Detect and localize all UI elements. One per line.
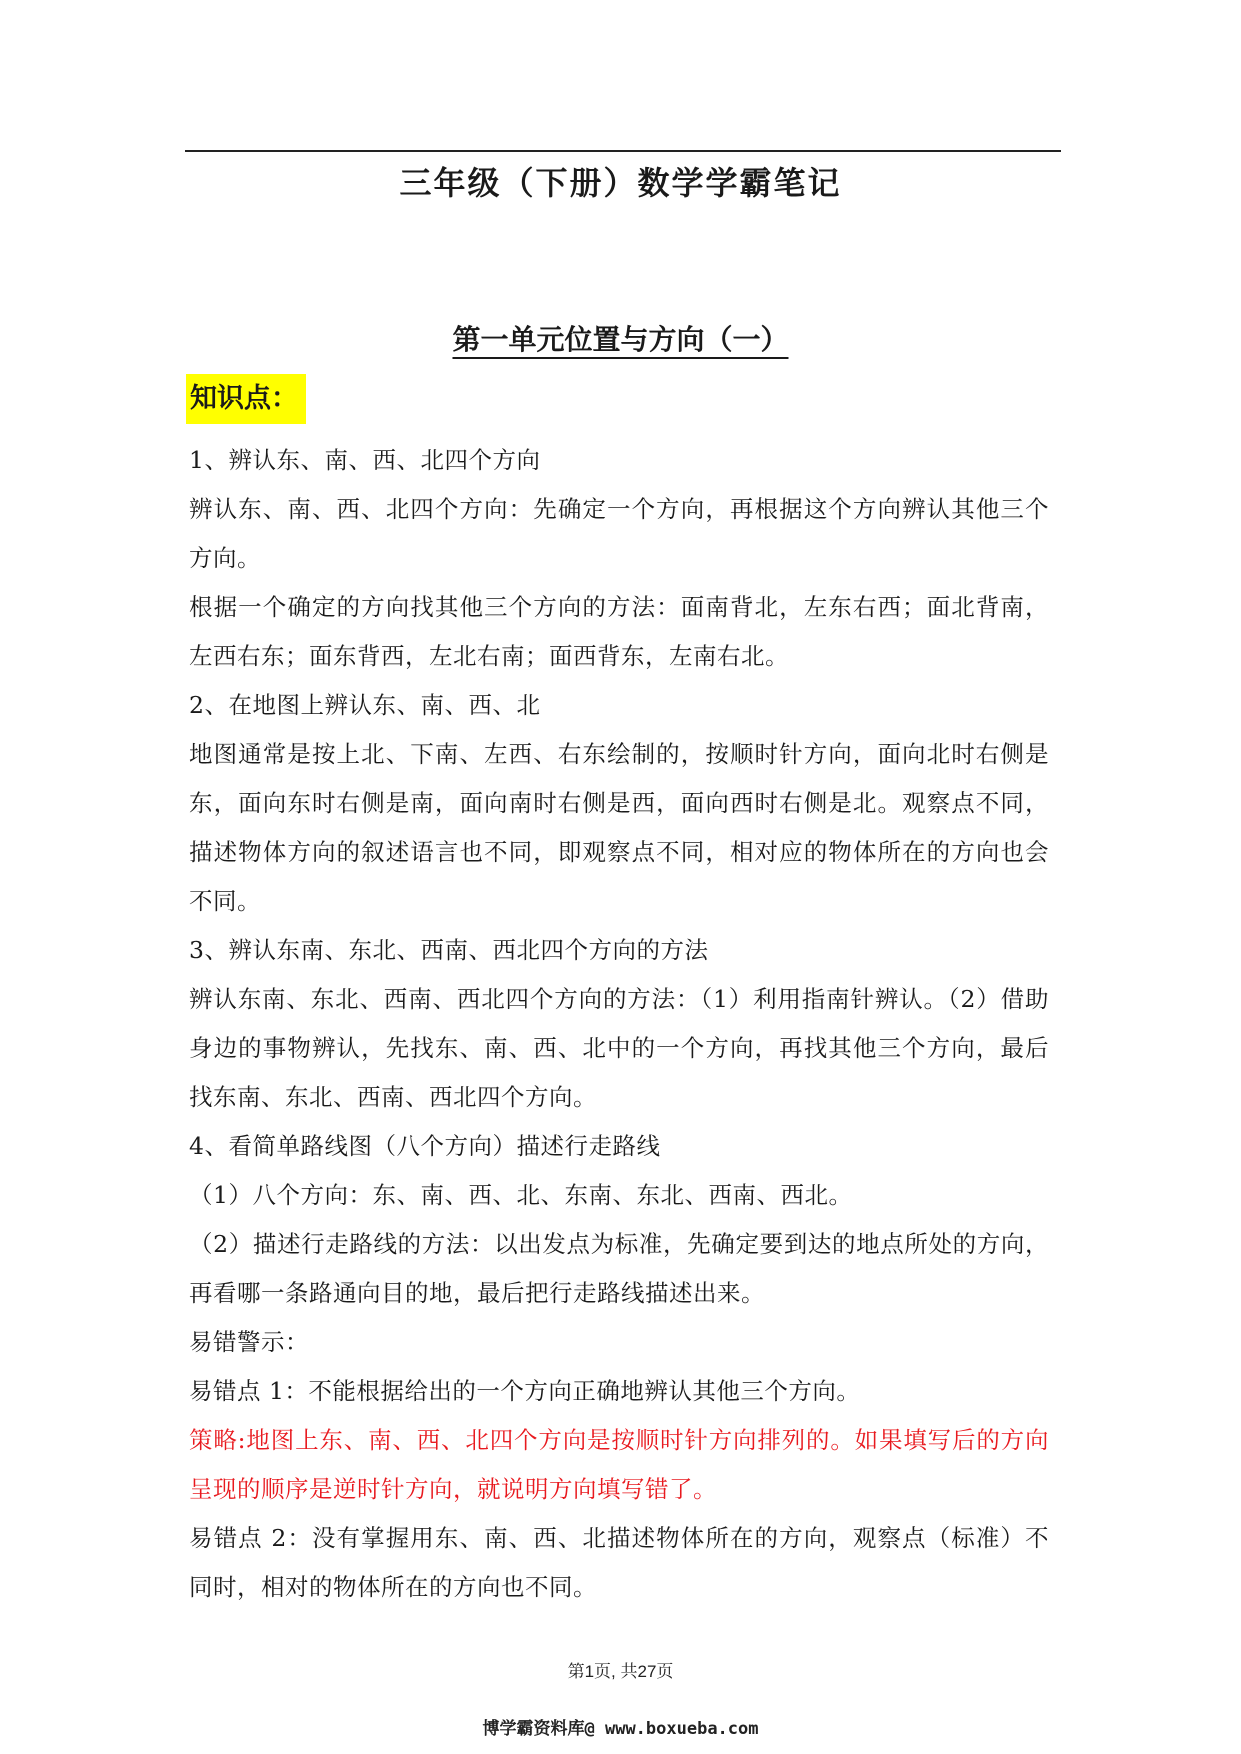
paragraph: （2）描述行走路线的方法：以出发点为标准，先确定要到达的地点所处的方向，再看哪一条路通向目的地，最后把行走路线描述出来。 [189,1230,1049,1307]
section-heading-4: 4、看简单路线图（八个方向）描述行走路线 [189,1132,661,1160]
page-indicator: 第1页, 共27页 [567,1662,674,1681]
document-title: 三年级（下册）数学学霸笔记 [399,164,842,202]
paragraph: 根据一个确定的方向找其他三个方向的方法：面南背北，左东右西；面北背南，左西右东；面东背西，左北右南；面西背东，左南右北。 [189,593,1049,670]
unit-title-text: 第一单元位置与方向（一） [452,323,789,356]
paragraph: 地图通常是按上北、下南、左西、右东绘制的，按顺时针方向，面向北时右侧是东，面向东时右侧是南，面向南时右侧是西，面向西时右侧是北。观察点不同，描述物体方向的叙述语言也不同，即观察点不同，相对应的物体所在的方向也会不同。 [189,740,1049,915]
paragraph: （1）八个方向：东、南、西、北、东南、东北、西南、西北。 [189,1181,853,1209]
top-rule [185,150,1061,152]
unit-title [0,318,1241,358]
site-watermark: 博学霸资料库@ www.boxueba.com [482,1719,759,1739]
mistake-point-2: 易错点 2：没有掌握用东、南、西、北描述物体所在的方向，观察点（标准）不同时，相对的物体所在的方向也不同。 [189,1524,1049,1601]
knowledge-points-heading: 知识点： [186,374,306,424]
section-heading-1: 1、辨认东、南、西、北四个方向 [189,446,541,474]
mistake-point-1: 易错点 1：不能根据给出的一个方向正确地辨认其他三个方向。 [189,1377,861,1405]
content-body [189,436,1049,1612]
paragraph: 辨认东南、东北、西南、西北四个方向的方法：（1）利用指南针辨认。（2）借助身边的事物辨认，先找东、南、西、北中的一个方向，再找其他三个方向，最后找东南、东北、西南、西北四个方向。 [189,985,1049,1111]
section-heading-3: 3、辨认东南、东北、西南、西北四个方向的方法 [189,936,709,964]
strategy-note: 策略:地图上东、南、西、北四个方向是按顺时针方向排列的。如果填写后的方向呈现的顺序是逆时针方向，就说明方向填写错了。 [189,1426,1049,1503]
section-heading-2: 2、在地图上辨认东、南、西、北 [189,691,541,719]
paragraph: 辨认东、南、西、北四个方向：先确定一个方向，再根据这个方向辨认其他三个方向。 [189,495,1049,572]
warning-heading: 易错警示： [189,1328,309,1356]
